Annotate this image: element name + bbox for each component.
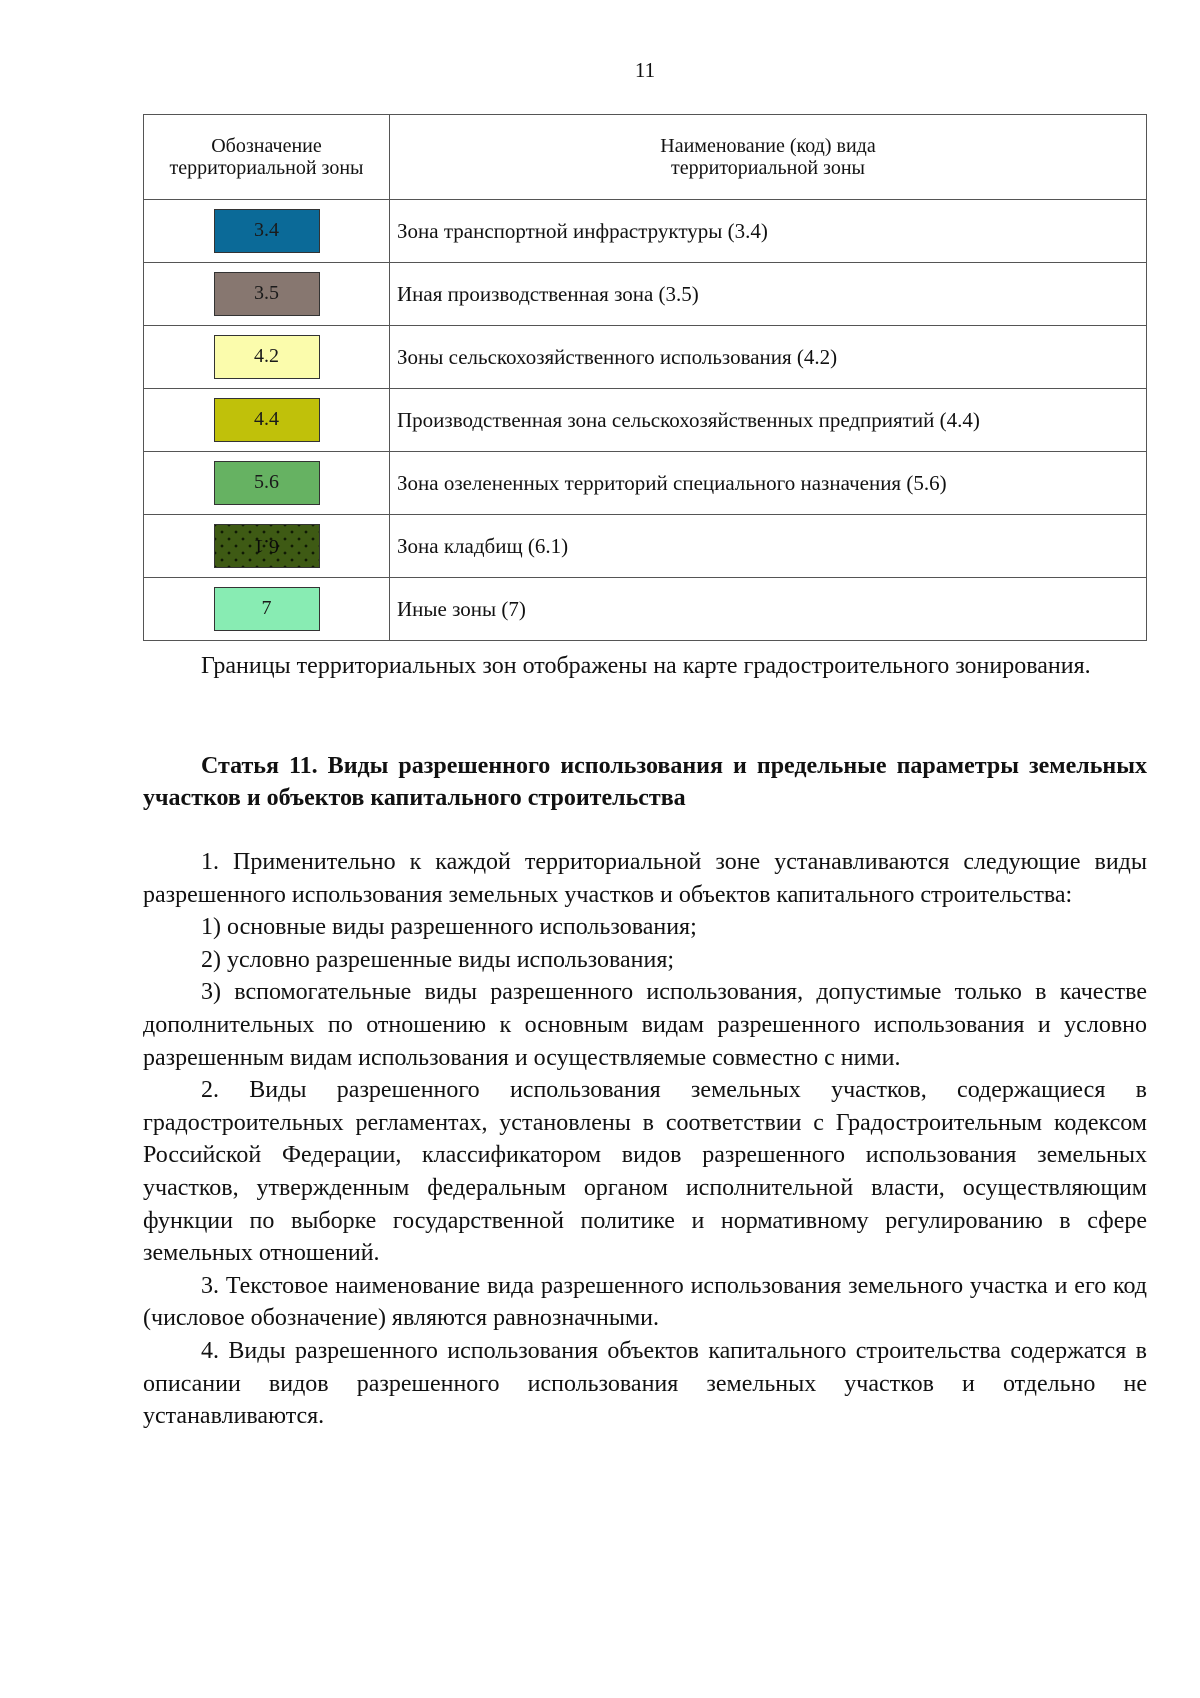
paragraph-1: 1. Применительно к каждой территориальной зоне устанавливаются следующие виды разрешенного использования земельных участков и объектов капитального строительства:: [143, 849, 1147, 908]
zone-name: Производственная зона сельскохозяйственных предприятий (4.4): [390, 389, 1147, 452]
zone-code: 3.5: [254, 282, 279, 304]
header-designation: Обозначение территориальной зоны: [144, 115, 390, 200]
intro-paragraph: Границы территориальных зон отображены на карте градостроительного зонирования.: [201, 653, 1091, 679]
zone-swatch-cell: [144, 515, 390, 578]
table-row: [144, 515, 1147, 578]
zone-color-swatch: [214, 461, 320, 505]
zone-code: 7: [261, 597, 272, 619]
zone-swatch-cell: [144, 263, 390, 326]
paragraph-1-item-1: 1) основные виды разрешенного использования;: [201, 914, 697, 941]
zone-swatch-cell: [144, 452, 390, 515]
zone-color-swatch: [214, 587, 320, 631]
zone-name: Зона кладбищ (6.1): [390, 515, 1147, 578]
zone-name: Зона озелененных территорий специального назначения (5.6): [390, 452, 1147, 515]
zone-name: Иные зоны (7): [390, 578, 1147, 641]
page-number: 11: [634, 58, 656, 82]
table-row: [144, 452, 1147, 515]
table-row: [144, 389, 1147, 452]
article-heading-block: [143, 750, 1147, 814]
zone-code: 4.2: [254, 345, 279, 367]
zone-swatch-cell: [144, 578, 390, 641]
header-zone-name: [390, 115, 1147, 200]
zone-color-swatch: [214, 398, 320, 442]
table-header-row: [144, 115, 1147, 200]
zone-swatch-cell: [144, 200, 390, 263]
zone-swatch-cell: [144, 326, 390, 389]
intro-block: [143, 650, 1147, 683]
table-row: [144, 263, 1147, 326]
article-title: Статья 11. Виды разрешенного использования и предельные параметры земельных участков и объектов капитального строительства: [143, 753, 1147, 811]
legend-body: [144, 200, 1147, 641]
zone-code: 3.4: [254, 219, 279, 241]
zone-code: 4.4: [254, 408, 279, 430]
zone-name: Иная производственная зона (3.5): [390, 263, 1147, 326]
zone-color-swatch: [214, 524, 320, 568]
paragraph-4: 4. Виды разрешенного использования объектов капитального строительства содержатся в описании видов разрешенного использования земельных участков и отдельно не устанавливаются.: [143, 1337, 1147, 1430]
paragraph-3: 3. Текстовое наименование вида разрешенного использования земельного участка и его код (числовое обозначение) являются равнозначными.: [143, 1272, 1147, 1332]
paragraph-2: 2. Виды разрешенного использования земельных участков, содержащиеся в градостроительных регламентах, установлены в соответствии с Градостроительным кодексом Российской Федерации, классификатором видов разрешенного использования земельных участков, утвержденным федеральным органом исполнительной власти, осуществляющим функции по выборке государственной политике и нормативному регулированию в сфере земельных отношений.: [143, 1077, 1147, 1267]
table-row: [144, 578, 1147, 641]
zone-color-swatch: [214, 335, 320, 379]
table-row: [144, 326, 1147, 389]
zone-color-swatch: [214, 209, 320, 253]
zone-color-swatch: [214, 272, 320, 316]
zone-code: 5.6: [254, 471, 279, 493]
zone-legend-table: [143, 114, 1147, 641]
table-row: [144, 200, 1147, 263]
article-body: [143, 846, 1147, 1433]
header-zone-name-text: Наименование (код) вида территориальной зоны: [660, 135, 876, 179]
zone-name: Зона транспортной инфраструктуры (3.4): [390, 200, 1147, 263]
zone-code: 6.1: [254, 535, 279, 557]
zone-swatch-cell: [144, 389, 390, 452]
zone-name: Зоны сельскохозяйственного использования (4.2): [390, 326, 1147, 389]
paragraph-1-item-3: 3) вспомогательные виды разрешенного использования, допустимые только в качестве дополнительных по отношению к основным видам разрешенного использования и условно разрешенным видам использования и осуществляемые совместно с ними.: [143, 979, 1147, 1071]
paragraph-1-item-2: 2) условно разрешенные виды использования;: [201, 946, 675, 973]
